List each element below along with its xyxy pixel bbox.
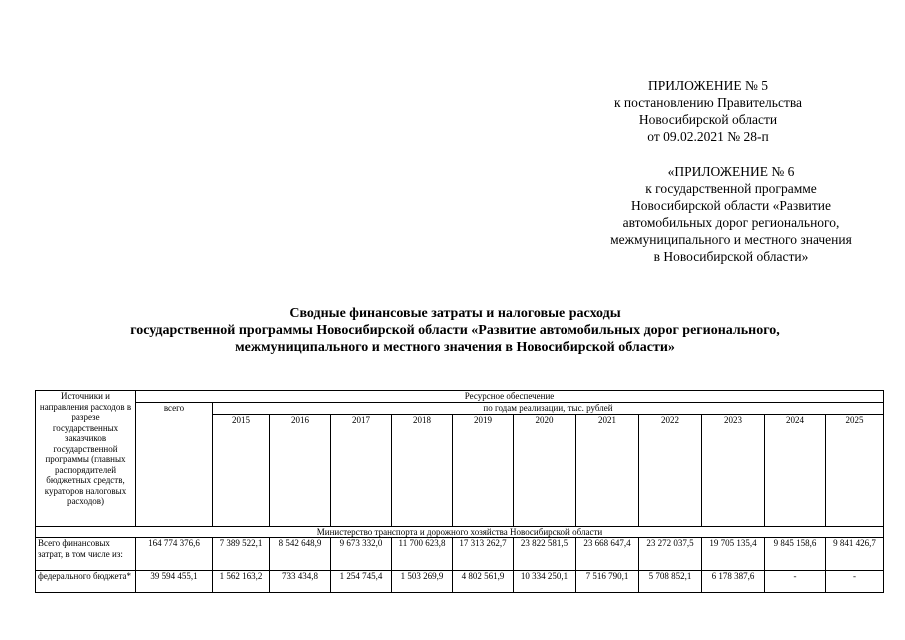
value-cell: 6 178 387,6 bbox=[702, 571, 765, 593]
value-cell: 11 700 623,8 bbox=[392, 538, 453, 571]
table-row bbox=[36, 571, 884, 593]
year-header-cell: 2022 bbox=[639, 414, 702, 526]
row-label-cell: Всего финансовых затрат, в том числе из: bbox=[36, 538, 136, 571]
title-line: межмуниципального и местного значения в Новосибирской области» bbox=[235, 340, 675, 355]
appendix-6-line: в Новосибирской области» bbox=[653, 249, 809, 264]
financial-table bbox=[35, 390, 884, 593]
value-cell: 17 313 262,7 bbox=[453, 538, 514, 571]
appendix-5-header bbox=[590, 77, 826, 145]
value-cell: 23 822 581,5 bbox=[514, 538, 576, 571]
appendix-6-line: автомобильных дорог регионального, bbox=[622, 215, 840, 230]
row-total-cell: 164 774 376,6 bbox=[136, 538, 213, 571]
appendix-5-line: к постановлению Правительства bbox=[613, 95, 803, 110]
value-cell: 733 434,8 bbox=[270, 571, 331, 593]
value-cell: 1 254 745,4 bbox=[331, 571, 392, 593]
appendix-5-line: Новосибирской области bbox=[638, 112, 778, 127]
year-header-cell: 2023 bbox=[702, 414, 765, 526]
resource-header-cell: Ресурсное обеспечение bbox=[136, 391, 884, 403]
appendix-6-line: Новосибирской области «Развитие bbox=[631, 198, 831, 213]
appendix-6-line: «ПРИЛОЖЕНИЕ № 6 bbox=[667, 164, 795, 179]
value-cell: 1 562 163,2 bbox=[213, 571, 270, 593]
title-line: государственной программы Новосибирской области «Развитие автомобильных дорог регионального, bbox=[130, 323, 780, 338]
years-header-cell: по годам реализации, тыс. рублей bbox=[213, 403, 884, 415]
year-header-cell: 2018 bbox=[392, 414, 453, 526]
value-cell: 9 845 158,6 bbox=[765, 538, 826, 571]
row-label-cell: федерального бюджета* bbox=[36, 571, 136, 593]
value-cell: 9 841 426,7 bbox=[826, 538, 884, 571]
value-cell: 10 334 250,1 bbox=[514, 571, 576, 593]
value-cell: 8 542 648,9 bbox=[270, 538, 331, 571]
ministry-row bbox=[36, 526, 884, 538]
year-header-cell: 2015 bbox=[213, 414, 270, 526]
value-cell: 5 708 852,1 bbox=[639, 571, 702, 593]
row-total-cell: 39 594 455,1 bbox=[136, 571, 213, 593]
title-line: Сводные финансовые затраты и налоговые расходы bbox=[289, 306, 621, 321]
year-header-cell: 2020 bbox=[514, 414, 576, 526]
value-cell: 19 705 135,4 bbox=[702, 538, 765, 571]
value-cell: - bbox=[765, 571, 826, 593]
appendix-6-line: межмуниципального и местного значения bbox=[610, 232, 852, 247]
value-cell: 7 516 790,1 bbox=[576, 571, 639, 593]
document-title bbox=[60, 305, 850, 356]
year-header-cell: 2017 bbox=[331, 414, 392, 526]
appendix-5-line: ПРИЛОЖЕНИЕ № 5 bbox=[647, 78, 769, 93]
year-header-cell: 2019 bbox=[453, 414, 514, 526]
year-header-cell: 2016 bbox=[270, 414, 331, 526]
value-cell: - bbox=[826, 571, 884, 593]
year-header-cell: 2021 bbox=[576, 414, 639, 526]
value-cell: 4 802 561,9 bbox=[453, 571, 514, 593]
header-row-resource bbox=[36, 391, 884, 403]
year-header-cell: 2025 bbox=[826, 414, 884, 526]
ministry-cell: Министерство транспорта и дорожного хозяйства Новосибирской области bbox=[36, 526, 884, 538]
value-cell: 9 673 332,0 bbox=[331, 538, 392, 571]
financial-table-wrapper bbox=[35, 390, 884, 593]
source-header-cell: Источники и направления расходов в разрезе государственных заказчиков государственной программы (главных распорядителей бюджетных средств, кураторов налоговых расходов) bbox=[36, 391, 136, 527]
value-cell: 1 503 269,9 bbox=[392, 571, 453, 593]
appendix-6-header bbox=[578, 163, 884, 265]
value-cell: 7 389 522,1 bbox=[213, 538, 270, 571]
header-row-years-caption bbox=[36, 403, 884, 415]
value-cell: 23 668 647,4 bbox=[576, 538, 639, 571]
value-cell: 23 272 037,5 bbox=[639, 538, 702, 571]
table-row bbox=[36, 538, 884, 571]
appendix-5-line: от 09.02.2021 № 28-п bbox=[647, 129, 769, 144]
year-header-cell: 2024 bbox=[765, 414, 826, 526]
total-header-cell: всего bbox=[136, 403, 213, 527]
appendix-6-line: к государственной программе bbox=[645, 181, 817, 196]
